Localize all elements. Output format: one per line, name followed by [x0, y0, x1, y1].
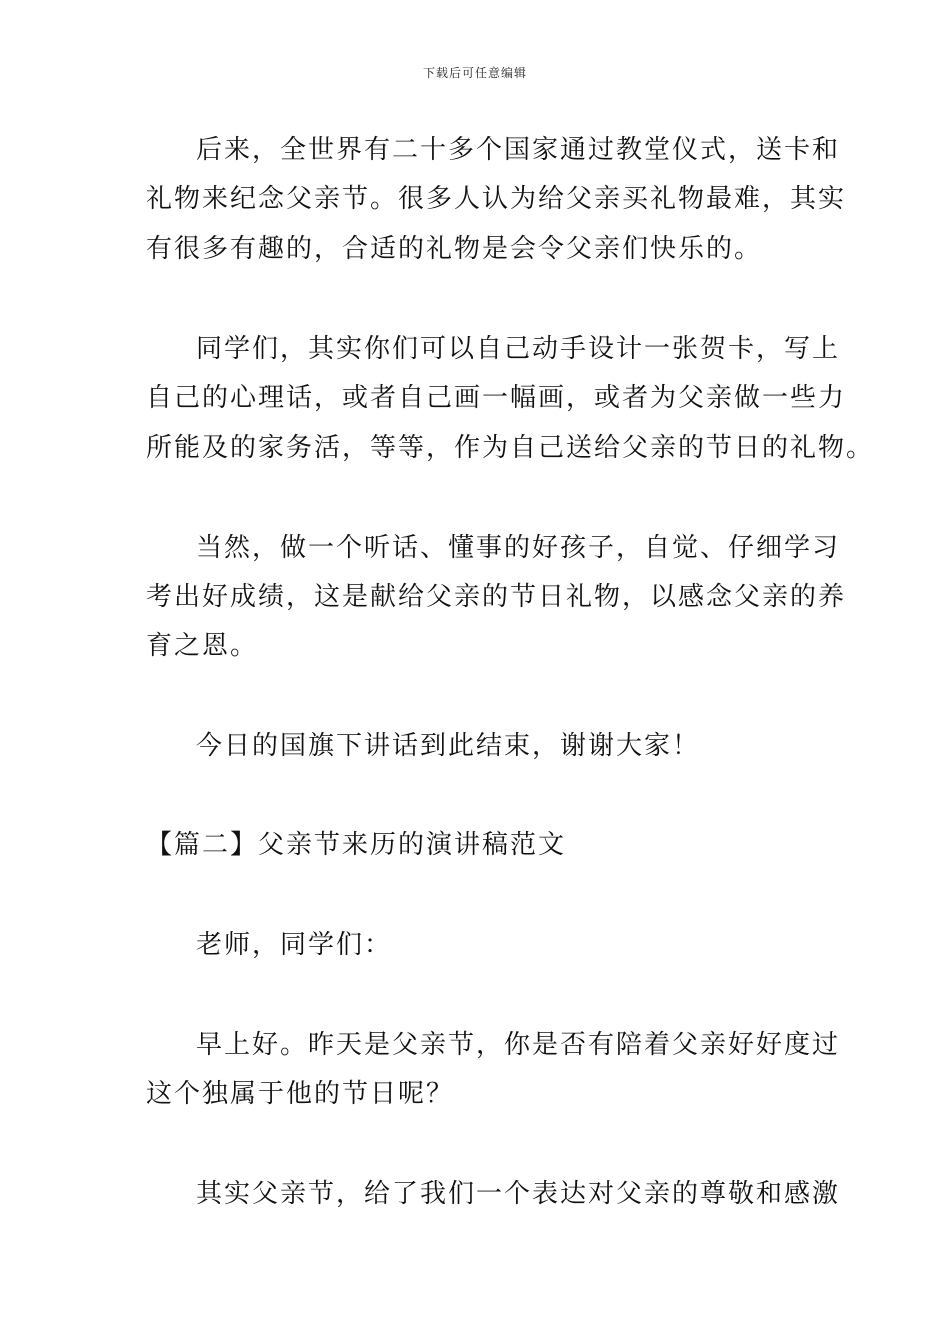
text-line: 这个独属于他的节日呢？	[146, 1079, 455, 1109]
text-line: 礼物来纪念父亲节。很多人认为给父亲买礼物最难，其实	[146, 184, 847, 214]
text-line: 有很多有趣的，合适的礼物是会令父亲们快乐的。	[146, 234, 763, 264]
text-line: 今日的国旗下讲话到此结束，谢谢大家！	[196, 731, 701, 761]
text-line: 其实父亲节，给了我们一个表达对父亲的尊敬和感激	[196, 1179, 841, 1209]
text-line: 所能及的家务活，等等，作为自己送给父亲的节日的礼物。	[146, 433, 875, 463]
section-heading: 【篇二】父亲节来历的演讲稿范文	[146, 830, 567, 860]
text-line: 老师，同学们：	[196, 930, 393, 960]
text-line: 自己的心理话，或者自己画一幅画，或者为父亲做一些力	[146, 383, 847, 413]
text-line: 当然，做一个听话、懂事的好孩子，自觉、仔细学习	[196, 533, 841, 563]
text-line: 同学们，其实你们可以自己动手设计一张贺卡，写上	[196, 334, 841, 364]
text-line: 后来，全世界有二十多个国家通过教堂仪式，送卡和	[196, 135, 841, 165]
page-header: 下载后可任意编辑	[422, 66, 527, 80]
text-line: 育之恩。	[146, 631, 259, 661]
text-line: 早上好。昨天是父亲节，你是否有陪着父亲好好度过	[196, 1030, 841, 1060]
text-line: 考出好成绩，这是献给父亲的节日礼物，以感念父亲的养	[146, 582, 847, 612]
